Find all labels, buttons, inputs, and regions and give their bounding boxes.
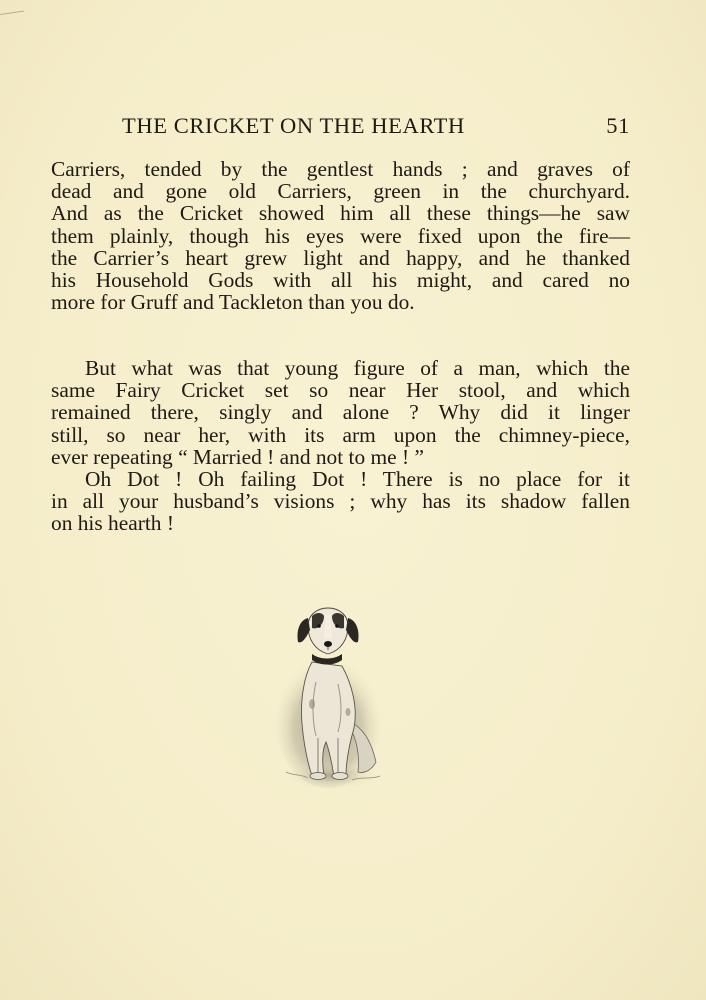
text-line: his Household Gods with all his might, and cared no — [51, 267, 630, 292]
text-line: on his hearth ! — [51, 511, 174, 536]
text-line: dead and gone old Carriers, green in the churchyard. — [51, 179, 630, 204]
text-line: ever repeating “ Married ! and not to me ! ” — [51, 444, 424, 469]
dog-vignette-icon — [272, 604, 392, 794]
page-number: 51 — [606, 113, 630, 138]
text-line: But what was that young figure of a man, which the — [85, 356, 630, 380]
text-line: remained there, singly and alone ? Why did it linger — [51, 400, 630, 425]
corner-mark — [0, 11, 24, 15]
text-line: And as the Cricket showed him all these things—he saw — [51, 201, 630, 226]
text-line: same Fairy Cricket set so near Her stool, and which — [51, 378, 630, 403]
text-line: Carriers, tended by the gentlest hands ; and graves of — [51, 157, 630, 181]
text-line: more for Gruff and Tackleton than you do. — [51, 290, 415, 315]
paragraph-2 — [51, 357, 630, 535]
text-line: still, so near her, with its arm upon the chimney-piece, — [51, 422, 630, 447]
running-title: THE CRICKET ON THE HEARTH — [122, 113, 465, 138]
text-line: them plainly, though his eyes were fixed upon the fire— — [51, 223, 630, 248]
text-line: Oh Dot ! Oh failing Dot ! There is no place for it — [85, 466, 630, 491]
text-line: the Carrier’s heart grew light and happy, and he thanked — [51, 245, 630, 270]
paragraph-1 — [51, 158, 630, 313]
text-line: in all your husband’s visions ; why has its shadow fallen — [51, 489, 630, 514]
